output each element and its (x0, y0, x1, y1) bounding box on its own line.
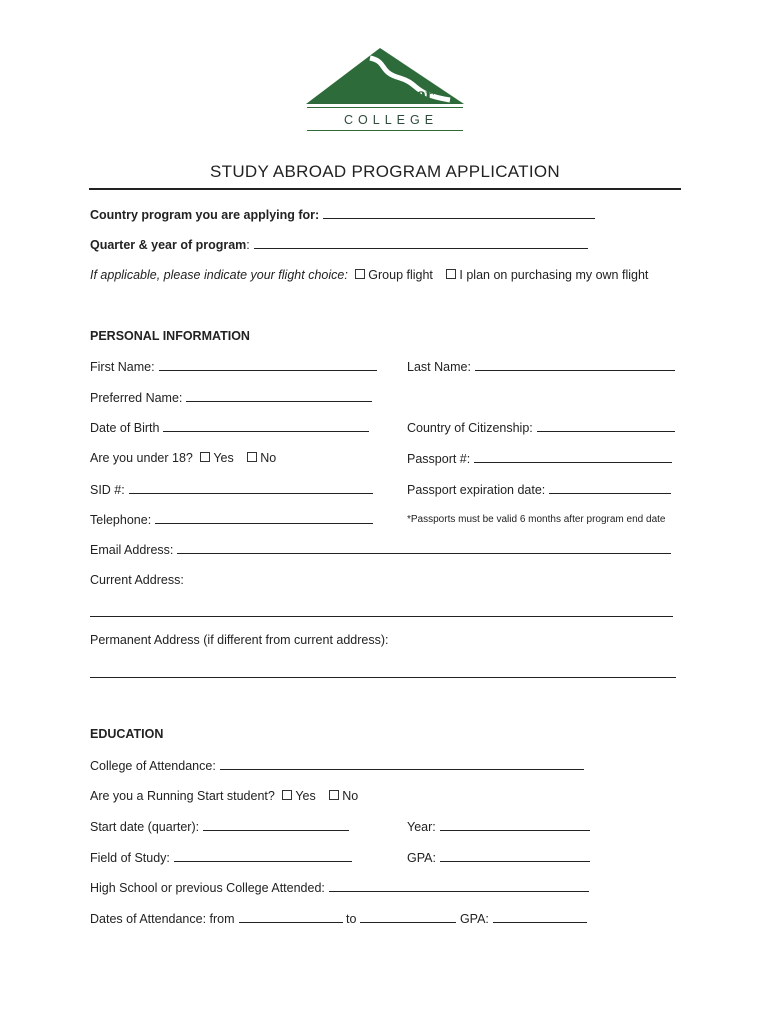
first-name-input-line[interactable] (159, 359, 377, 371)
quarter-colon: : (246, 238, 250, 252)
passport-exp-field[interactable] (407, 482, 671, 497)
own-flight-label: I plan on purchasing my own flight (459, 268, 649, 282)
passport-input-line[interactable] (474, 451, 672, 463)
running-start-no-label: No (342, 789, 359, 803)
sid-input-line[interactable] (129, 482, 373, 494)
under18-yes-label: Yes (213, 451, 234, 465)
first-name-field[interactable] (90, 359, 377, 374)
group-flight-checkbox[interactable] (355, 269, 365, 279)
quarter-field[interactable] (90, 237, 588, 252)
last-name-label: Last Name: (407, 360, 471, 374)
gpa-field[interactable] (407, 850, 590, 865)
dates-attendance-field (90, 911, 587, 926)
group-flight-label: Group flight (368, 268, 433, 282)
citizenship-input-line[interactable] (537, 420, 675, 432)
logo-rule-bottom (307, 130, 463, 131)
current-address-label: Current Address: (90, 573, 184, 587)
citizenship-label: Country of Citizenship: (407, 421, 533, 435)
start-date-label: Start date (quarter): (90, 820, 200, 834)
start-date-input-line[interactable] (203, 819, 349, 831)
preferred-name-field[interactable] (90, 390, 372, 405)
dob-field[interactable] (90, 420, 369, 435)
field-of-study-input-line[interactable] (174, 850, 352, 862)
passport-note: *Passports must be valid 6 months after program end date (407, 514, 666, 525)
running-start-field (90, 789, 358, 803)
running-start-yes-label: Yes (295, 789, 316, 803)
flight-prompt: If applicable, please indicate your flight choice: (90, 268, 348, 282)
gpa2-label: GPA: (459, 912, 489, 926)
dates-to-input-line[interactable] (360, 911, 456, 923)
running-start-label: Are you a Running Start student? (90, 789, 275, 803)
logo-college: COLLEGE (344, 113, 439, 127)
dob-label: Date of Birth (90, 421, 160, 435)
first-name-label: First Name: (90, 360, 155, 374)
citizenship-field[interactable] (407, 420, 675, 435)
gpa-input-line[interactable] (440, 850, 590, 862)
quarter-label: Quarter & year of program (90, 238, 247, 252)
dates-from-label: Dates of Attendance: from (90, 912, 235, 926)
personal-heading: PERSONAL INFORMATION (90, 329, 250, 343)
college-logo (300, 44, 470, 134)
field-of-study-field[interactable] (90, 850, 352, 865)
passport-label: Passport #: (407, 452, 471, 466)
college-input-line[interactable] (220, 758, 584, 770)
telephone-label: Telephone: (90, 513, 152, 527)
passport-exp-input-line[interactable] (549, 482, 671, 494)
permanent-address-label: Permanent Address (if different from current address): (90, 633, 389, 647)
college-label: College of Attendance: (90, 759, 216, 773)
telephone-input-line[interactable] (155, 512, 373, 524)
logo-rule-top (307, 107, 463, 108)
last-name-input-line[interactable] (475, 359, 675, 371)
country-field[interactable] (90, 207, 595, 222)
sid-field[interactable] (90, 482, 373, 497)
dates-to-label: to (346, 912, 357, 926)
year-label: Year: (407, 820, 436, 834)
logo-name: Green River (328, 82, 434, 106)
telephone-field[interactable] (90, 512, 373, 527)
country-input-line[interactable] (323, 207, 595, 219)
start-date-field[interactable] (90, 819, 349, 834)
running-start-no-checkbox[interactable] (329, 790, 339, 800)
email-input-line[interactable] (177, 542, 671, 554)
field-of-study-label: Field of Study: (90, 851, 170, 865)
current-address-input-line[interactable] (90, 616, 673, 617)
under18-yes-checkbox[interactable] (200, 452, 210, 462)
high-school-input-line[interactable] (329, 880, 589, 892)
flight-choice-row (90, 268, 648, 282)
high-school-label: High School or previous College Attended: (90, 881, 325, 895)
under18-no-label: No (260, 451, 277, 465)
under18-label: Are you under 18? (90, 451, 193, 465)
running-start-yes-checkbox[interactable] (282, 790, 292, 800)
title-divider (89, 188, 681, 190)
email-field[interactable] (90, 542, 671, 557)
permanent-address-input-line[interactable] (90, 677, 676, 678)
own-flight-checkbox[interactable] (446, 269, 456, 279)
email-label: Email Address: (90, 543, 174, 557)
quarter-input-line[interactable] (254, 237, 588, 249)
high-school-field[interactable] (90, 880, 589, 895)
gpa2-input-line[interactable] (493, 911, 587, 923)
preferred-name-input-line[interactable] (186, 390, 372, 402)
last-name-field[interactable] (407, 359, 675, 374)
college-field[interactable] (90, 758, 584, 773)
under18-no-checkbox[interactable] (247, 452, 257, 462)
passport-exp-label: Passport expiration date: (407, 483, 546, 497)
country-label: Country program you are applying for: (90, 208, 320, 222)
year-field[interactable] (407, 819, 590, 834)
gpa-label: GPA: (407, 851, 436, 865)
page-title: STUDY ABROAD PROGRAM APPLICATION (210, 162, 560, 181)
passport-field[interactable] (407, 451, 672, 466)
sid-label: SID #: (90, 483, 125, 497)
preferred-name-label: Preferred Name: (90, 391, 183, 405)
year-input-line[interactable] (440, 819, 590, 831)
dob-input-line[interactable] (163, 420, 369, 432)
under18-field (90, 451, 276, 465)
education-heading: EDUCATION (90, 727, 164, 741)
dates-from-input-line[interactable] (239, 911, 343, 923)
